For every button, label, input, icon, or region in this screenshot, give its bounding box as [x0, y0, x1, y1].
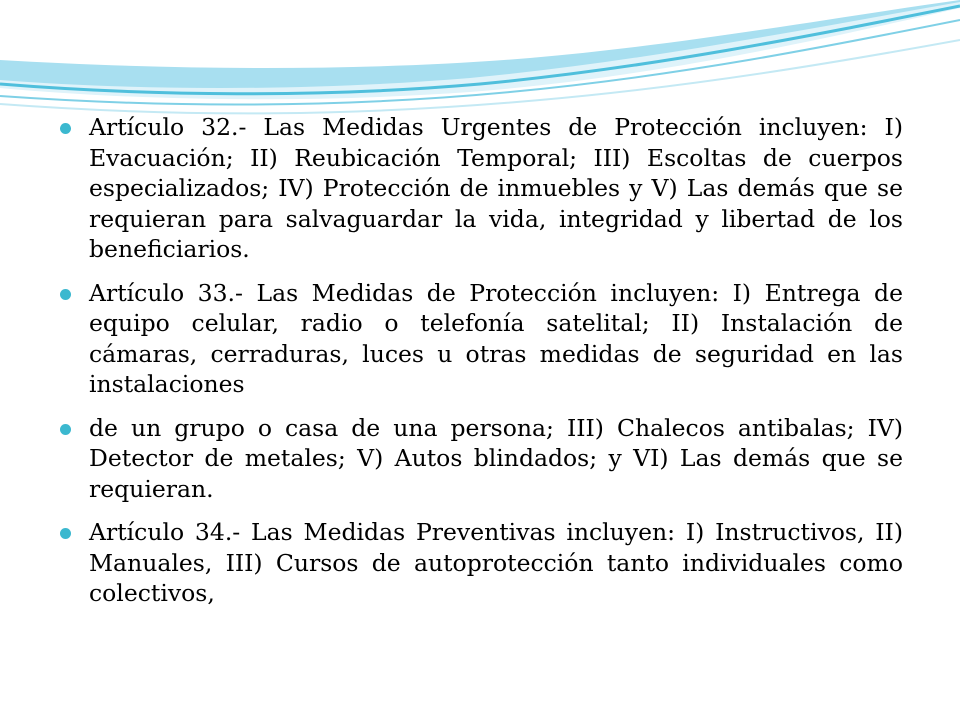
bullet-item-articulo-33: [60, 278, 903, 400]
bullet-text: Artículo 33.- Las Medidas de Protección incluyen: I) Entrega de equipo celular, radio o telefonía satelital; II) Instalación de cámaras, cerraduras, luces u otras medidas de seguridad en las instalaciones: [89, 278, 903, 398]
bullet-dot-icon: [60, 424, 71, 435]
bullet-dot-icon: [60, 289, 71, 300]
bullet-dot-icon: [60, 123, 71, 134]
bullet-item-articulo-34: [60, 517, 903, 609]
bullet-text: de un grupo o casa de una persona; III) Chalecos antibalas; IV) Detector de metales; V) Autos blindados; y VI) Las demás que se requieran.: [89, 413, 903, 503]
bullet-item-articulo-32: [60, 112, 903, 265]
bullet-dot-icon: [60, 528, 71, 539]
wave-header-decoration: [0, 0, 960, 120]
bullet-item-continuation: [60, 413, 903, 505]
bullet-text: Artículo 34.- Las Medidas Preventivas incluyen: I) Instructivos, II) Manuales, III) Cursos de autoprotección tanto individuales como colectivos,: [89, 518, 903, 607]
bullet-list: [60, 112, 903, 609]
content-area: [60, 112, 903, 622]
bullet-text: Artículo 32.- Las Medidas Urgentes de Protección incluyen: I) Evacuación; II) Reubicación Temporal; III) Escoltas de cuerpos especializados; IV) Protección de inmuebles y V) Las demás que se requieran para salvaguardar la vida, integridad y libertad de los beneficiarios.: [89, 113, 903, 263]
